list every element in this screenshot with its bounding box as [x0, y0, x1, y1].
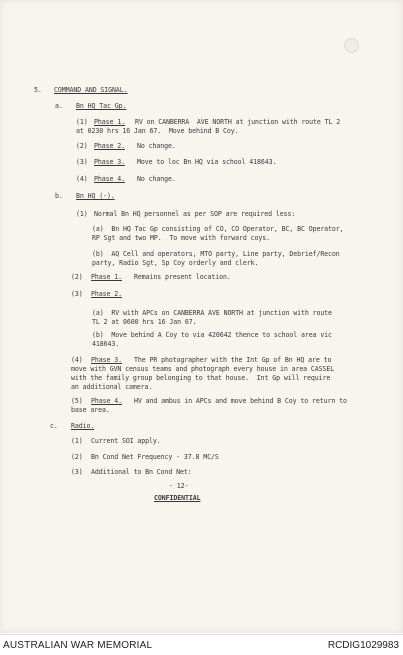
- para-a-2-num: (2): [76, 142, 88, 150]
- para-c-2-num: (2): [71, 453, 83, 461]
- para-b-3-sub-a-l2: TL 2 at 0600 hrs 16 Jan 67.: [92, 318, 197, 326]
- para-a-1-phase: Phase 1.: [94, 118, 125, 126]
- para-a-4-text: No change.: [137, 175, 176, 183]
- para-b-4-num: (4): [71, 356, 83, 364]
- para-b-1-text: Normal Bn HQ personnel as per SOP are required less:: [94, 210, 296, 218]
- para-a-4-phase: Phase 4.: [94, 175, 125, 183]
- archive-footer: [0, 634, 403, 655]
- para-b-1-num: (1): [76, 210, 88, 218]
- para-a-4-num: (4): [76, 175, 88, 183]
- para-b-2-num: (2): [71, 273, 83, 281]
- para-b-1-sub-a-l2: RP Sgt and two MP. To move with forward coys.: [92, 234, 271, 242]
- para-a-1-text-l1: RV on CANBERRA AVE NORTH at junction with route TL 2: [135, 118, 341, 126]
- para-b-title: Bn HQ (-).: [76, 192, 115, 200]
- para-b-5-text-l2: base area.: [71, 406, 110, 414]
- para-b-2-text: Remains present location.: [134, 273, 231, 281]
- para-c-2-text: Bn Cond Net Frequency - 37.8 MC/S: [91, 453, 219, 461]
- para-c-1-num: (1): [71, 437, 83, 445]
- para-a-1-num: (1): [76, 118, 88, 126]
- para-b-4-text-l4: an additional camera.: [71, 383, 153, 391]
- para-b-1-sub-b-l1: (b) AQ Cell and operators, MTO party, Line party, Debrief/Recon: [92, 250, 340, 258]
- para-b-4-text-l1: The PR photographer with the Int Gp of Bn HQ are to: [134, 356, 332, 364]
- para-b-4-text-l3: with the family group belonging to that house. Int Gp will require: [71, 374, 331, 382]
- para-b-3-num: (3): [71, 290, 83, 298]
- para-b-3-sub-b-l2: 418643.: [92, 340, 120, 348]
- para-b-2-phase: Phase 1.: [91, 273, 122, 281]
- para-c-3-num: (3): [71, 468, 83, 476]
- para-b-5-phase: Phase 4.: [91, 397, 122, 405]
- para-a-2-text: No change.: [137, 142, 176, 150]
- para-b-5-num: (5): [71, 397, 83, 405]
- para-a-letter: a.: [55, 102, 63, 110]
- para-b-5-text-l1: HV and ambus in APCs and move behind B Coy to return to: [134, 397, 347, 405]
- section-title: COMMAND AND SIGNAL.: [54, 86, 128, 94]
- para-b-3-sub-a-l1: (a) RV with APCs on CANBERRA AVE NORTH at junction with route: [92, 309, 332, 317]
- page-number: - 12-: [169, 482, 189, 490]
- para-b-1-sub-b-l2: party, Radio Sgt, Sp Coy orderly and clerk.: [92, 259, 259, 267]
- para-b-4-phase: Phase 3.: [91, 356, 122, 364]
- archive-record-id: RCDIG1029983: [327, 640, 399, 651]
- punch-hole: [344, 38, 359, 53]
- section-number: 5.: [34, 86, 42, 94]
- para-c-3-text: Additional to Bn Cond Net:: [91, 468, 192, 476]
- para-a-3-text: Move to loc Bn HQ via school 418643.: [137, 158, 277, 166]
- para-b-4-text-l2: move with GVN census teams and photograph every house in area CASSEL: [71, 365, 335, 373]
- para-b-1-sub-a-l1: (a) Bn HQ Tac Gp consisting of CO, CO Operator, BC, BC Operator,: [92, 225, 344, 233]
- para-a-2-phase: Phase 2.: [94, 142, 125, 150]
- para-a-3-num: (3): [76, 158, 88, 166]
- classification-marking: CONFIDENTIAL: [154, 494, 201, 502]
- para-a-title: Bn HQ Tac Gp.: [76, 102, 127, 110]
- para-c-letter: c.: [50, 422, 58, 430]
- para-a-1-text-l2: at 0230 hrs 16 Jan 67. Move behind B Coy.: [76, 127, 239, 135]
- para-b-3-sub-b-l1: (b) Move behind A Coy to via 420642 thence to school area vic: [92, 331, 332, 339]
- para-c-title: Radio.: [71, 422, 95, 430]
- archive-name: AUSTRALIAN WAR MEMORIAL: [3, 640, 153, 651]
- para-b-3-phase: Phase 2.: [91, 290, 122, 298]
- para-a-3-phase: Phase 3.: [94, 158, 125, 166]
- para-b-letter: b.: [55, 192, 63, 200]
- para-c-1-text: Current SOI apply.: [91, 437, 161, 445]
